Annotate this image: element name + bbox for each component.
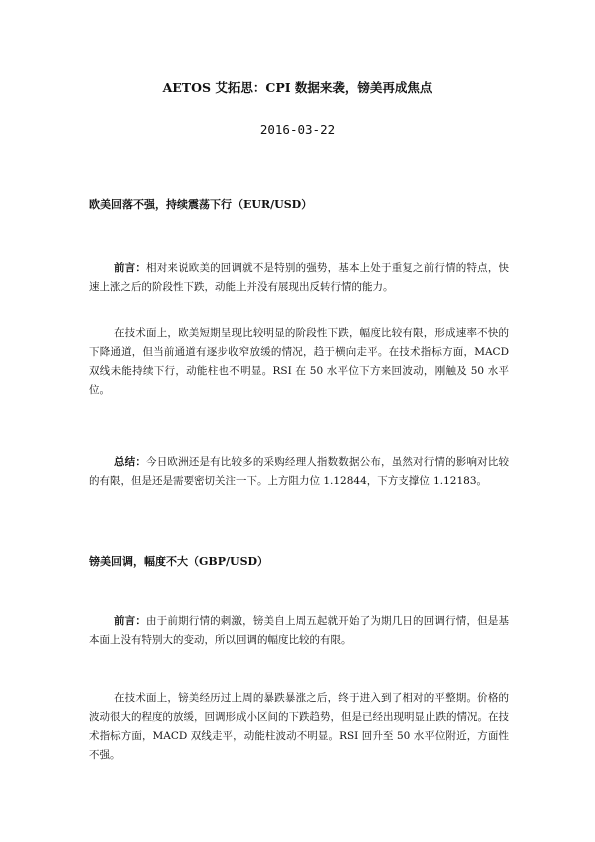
paragraph-lead-label: 前言： (114, 262, 147, 274)
paragraph-eurusd-intro (89, 259, 509, 297)
paragraph-lead-label: 前言： (114, 615, 147, 627)
paragraph-gbpusd-technical (89, 689, 509, 765)
paragraph-lead-label: 总结： (114, 456, 147, 468)
document-date: 2016-03-22 (259, 122, 336, 137)
paragraph-eurusd-technical (89, 324, 509, 400)
section-heading-gbpusd: 镑美回调，幅度不大（GBP/USD） (89, 555, 269, 568)
paragraph-text: 相对来说欧美的回调就不是特别的强势，基本上处于重复之前行情的特点，快速上涨之后的阶段性下跌，动能上并没有展现出反转行情的能力。 (89, 262, 510, 293)
paragraph-text: 在技术面上，镑美经历过上周的暴跌暴涨之后，终于进入到了相对的平整期。价格的波动很大的程度的放缓，回调形成小区间的下跌趋势，但是已经出现明显止跌的情况。在技术指标方面，MACD 双线走平，动能柱波动不明显。RSI 回升至 50 水平位附近，方面性不强。 (89, 692, 509, 761)
section-heading-eurusd: 欧美回落不强，持续震荡下行（EUR/USD） (89, 198, 313, 211)
paragraph-gbpusd-intro (89, 612, 509, 650)
document-title: AETOS 艾拓思：CPI 数据来袭，镑美再成焦点 (162, 80, 433, 95)
paragraph-text: 在技术面上，欧美短期呈现比较明显的阶段性下跌，幅度比较有限，形成速率不快的下降通道，但当前通道有逐步收窄放缓的情况，趋于横向走平。在技术指标方面，MACD 双线未能持续下行，动能柱也不明显。RSI 在 50 水平位下方来回波动，刚触及 50 水平位。 (89, 327, 509, 396)
paragraph-eurusd-summary (89, 453, 509, 491)
paragraph-text: 今日欧洲还是有比较多的采购经理人指数数据公布，虽然对行情的影响对比较的有限，但是还是需要密切关注一下。上方阻力位 1.12844，下方支撑位 1.12183。 (89, 456, 510, 487)
paragraph-text: 由于前期行情的刺激，镑美自上周五起就开始了为期几日的回调行情，但是基本面上没有特别大的变动，所以回调的幅度比较的有限。 (89, 615, 510, 646)
